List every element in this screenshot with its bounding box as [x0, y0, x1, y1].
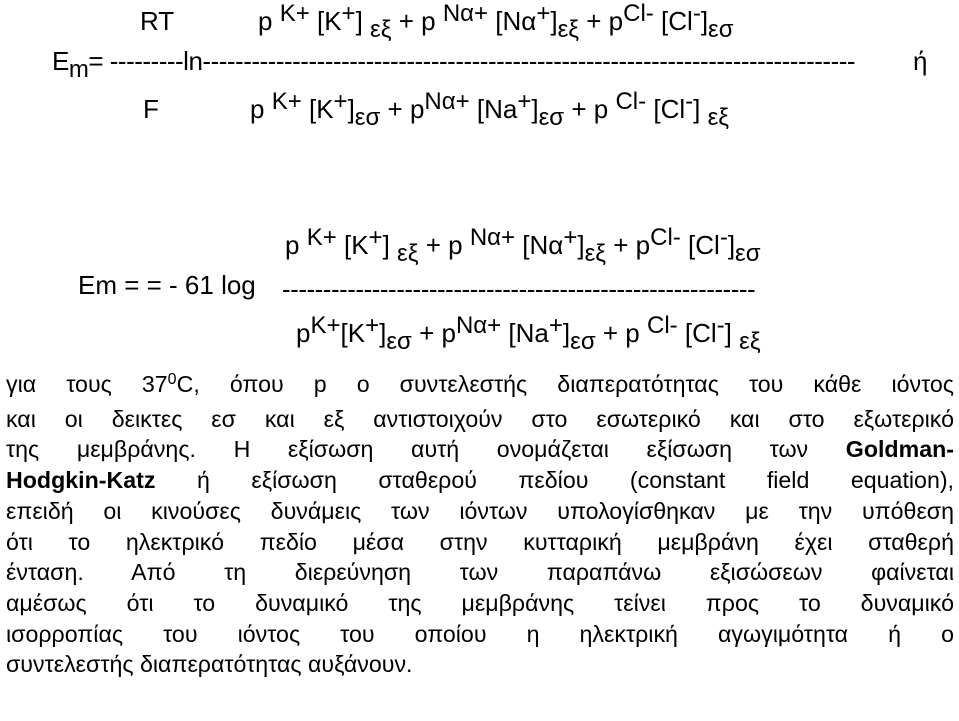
eq2-numerator: p K+ [K+] εξ + p Να+ [Να+]εξ + pCl- [Cl-]εσ [285, 224, 761, 267]
eq2-fraction-line: ---------------------------------------------------------- [282, 274, 756, 304]
or-word: ή [913, 46, 928, 76]
para-line-9: ισορροπίας του ιόντος του οποίου η ηλεκτρική αγωγιμότητα ή ο [6, 620, 954, 647]
body-paragraph [6, 369, 954, 680]
para-line-5: επειδή οι κινούσες δυνάμεις των ιόντων υπολογίσθηκαν με την υπόθεση [6, 497, 954, 524]
para-line-7: ένταση. Από τη διερεύνηση των παραπάνω εξισώσεων φαίνεται [6, 559, 954, 586]
f-label: F [143, 94, 159, 124]
rt-label: RT [140, 6, 175, 36]
para-line-6: ότι το ηλεκτρικό πεδίο μέσα στην κυτταρική μεμβράνη έχει σταθερή [6, 528, 954, 555]
para-line-3: της μεμβράνης. Η εξίσωση αυτή ονομάζεται εξίσωση των Goldman- [6, 436, 954, 463]
para-line-4: Hodgkin-Katz ή εξίσωση σταθερού πεδίου (constant field equation), [6, 467, 954, 494]
eq2-denominator: pK+[K+]εσ + pΝα+ [Na+]εσ + p Cl- [Cl-] εξ [296, 312, 761, 355]
em-lhs: Em = = - 61 log [78, 270, 256, 300]
eq1-denominator: p K+ [K+]εσ + pΝα+ [Na+]εσ + p Cl- [Cl-] εξ [250, 88, 730, 131]
para-line-2: και οι δεικτες εσ και εξ αντιστοιχούν στο εσωτερικό και στο εξωτερικό [6, 405, 954, 432]
para-line-10: συντελεστής διαπερατότητας αυξάνουν. [6, 651, 413, 678]
eq1-numerator: p K+ [K+] εξ + p Να+ [Να+]εξ + pCl- [Cl-]εσ [258, 0, 734, 43]
eq1-fraction-line: Em= ---------ln-------------------------------------------------------------------------------- [52, 46, 856, 83]
para-line-8: αμέσως ότι το δυναμικό της μεμβράνης τείνει προς το δυναμικό [6, 589, 954, 616]
para-line-1: για τους $37^0C$, όπου p ο συντελεστής διαπερατότητας του κάθε ιόντος [6, 371, 954, 397]
